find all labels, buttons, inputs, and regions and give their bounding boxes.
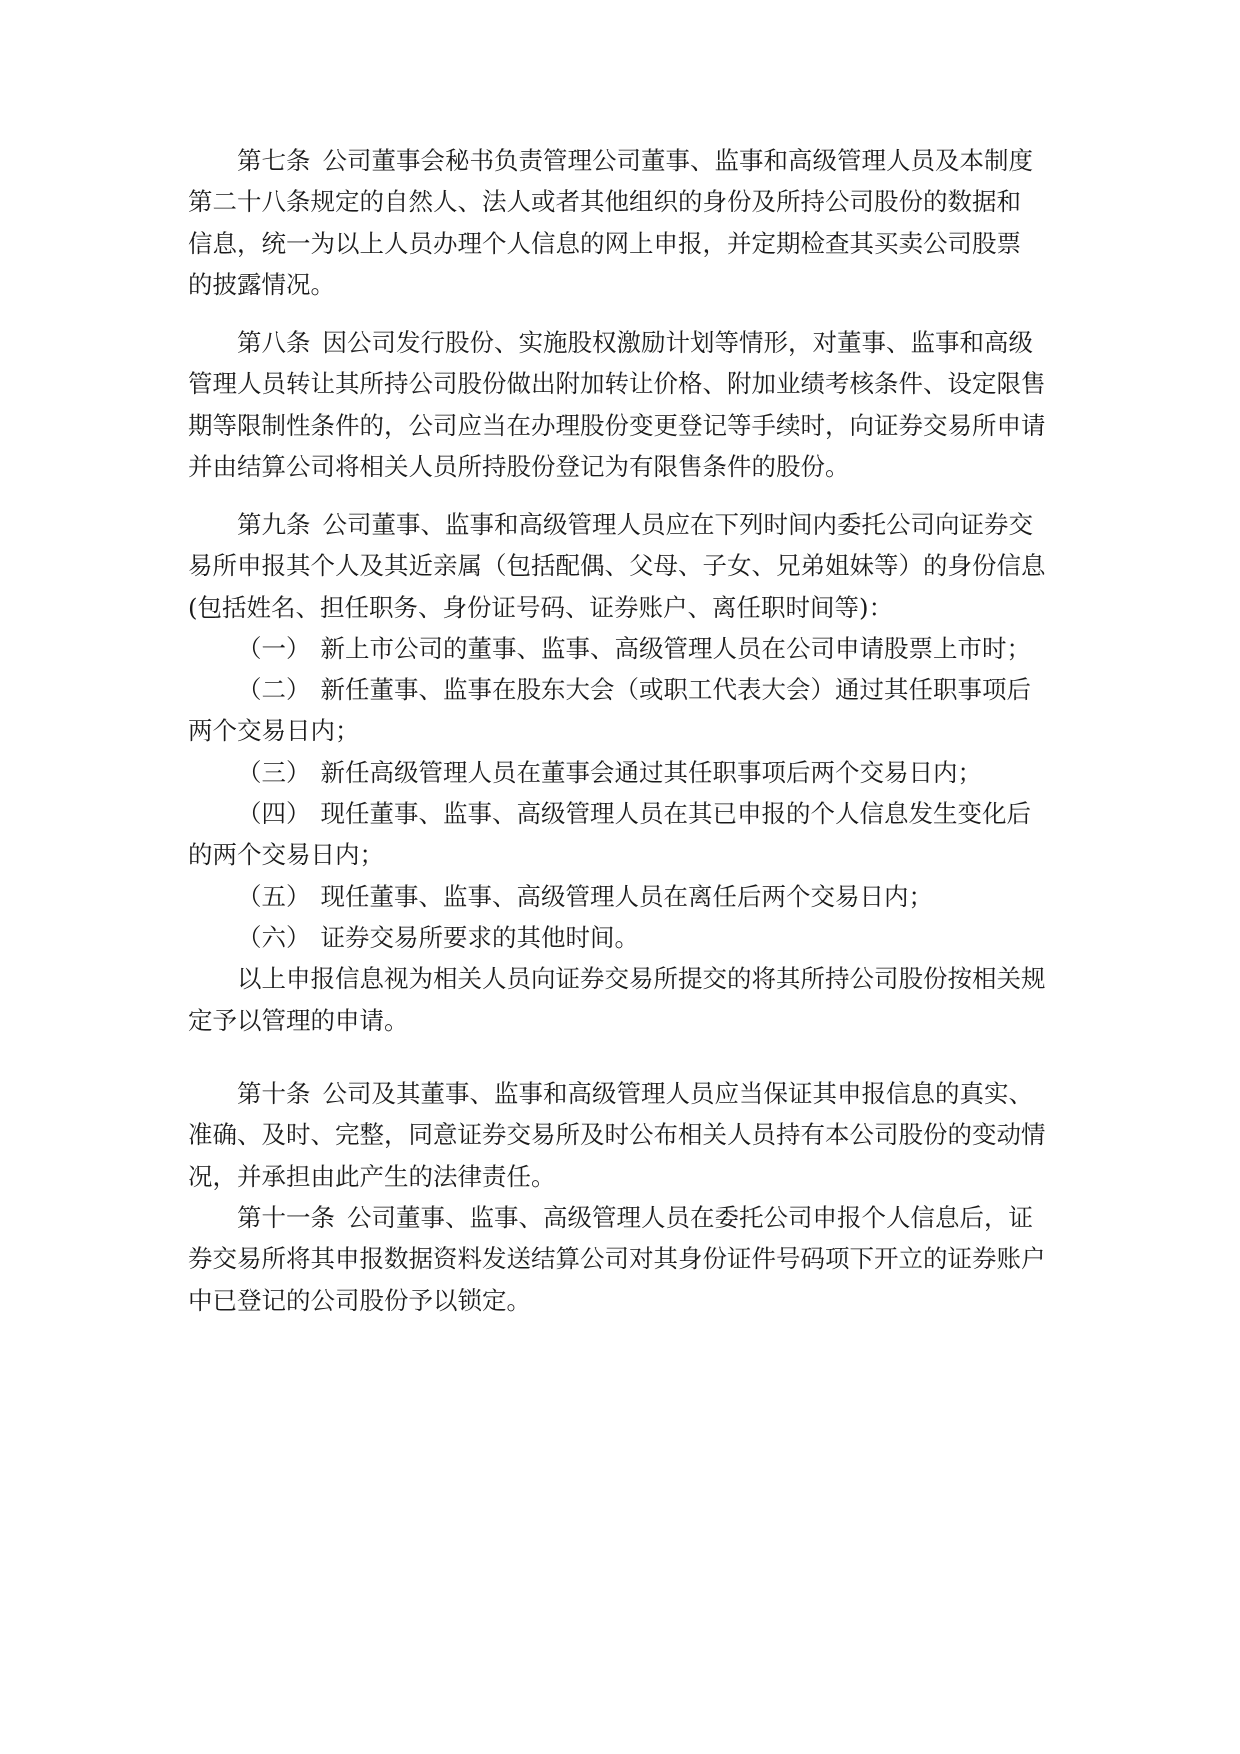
article-10	[188, 1073, 1058, 1197]
article-line: 准确、及时、完整，同意证券交易所及时公布相关人员持有本公司股份的变动情	[188, 1120, 1046, 1150]
article-label: 第七条	[237, 146, 311, 175]
article-8	[188, 322, 1058, 487]
item-label: （一）	[237, 633, 311, 663]
list-item-continuation: 的两个交易日内；	[188, 840, 384, 870]
item-label: （六）	[237, 922, 311, 952]
list-item: （六） 证券交易所要求的其他时间。	[237, 922, 639, 952]
article-line: 第十一条 公司董事、监事、高级管理人员在委托公司申报个人信息后，证	[237, 1203, 1033, 1232]
list-item: （一） 新上市公司的董事、监事、高级管理人员在公司申请股票上市时；	[237, 633, 1031, 663]
article-line: 第二十八条规定的自然人、法人或者其他组织的身份及所持公司股份的数据和	[188, 187, 1021, 217]
article-line: 易所申报其个人及其近亲属（包括配偶、父母、子女、兄弟姐妹等）的身份信息	[188, 551, 1046, 581]
article-line: 并由结算公司将相关人员所持股份登记为有限售条件的股份。	[188, 451, 850, 481]
article-11	[188, 1197, 1058, 1321]
article-line: 第八条 因公司发行股份、实施股权激励计划等情形，对董事、监事和高级	[237, 328, 1033, 357]
article-7	[188, 140, 1058, 305]
list-item: （四） 现任董事、监事、高级管理人员在其已申报的个人信息发生变化后	[237, 799, 1031, 829]
item-label: （四）	[237, 799, 311, 829]
article-line: 中已登记的公司股份予以锁定。	[188, 1285, 531, 1315]
article-line: 期等限制性条件的，公司应当在办理股份变更登记等手续时，向证券交易所申请	[188, 410, 1046, 440]
article-label: 第十一条	[237, 1203, 335, 1232]
article-label: 第八条	[237, 328, 311, 357]
item-label: （三）	[237, 757, 311, 787]
article-label: 第十条	[237, 1079, 311, 1108]
article-line: 管理人员转让其所持公司股份做出附加转让价格、附加业绩考核条件、设定限售	[188, 369, 1046, 399]
item-label: （二）	[237, 675, 311, 705]
list-item: （二） 新任董事、监事在股东大会（或职工代表大会）通过其任职事项后	[237, 675, 1031, 705]
article-9	[188, 504, 1058, 1041]
closing-line: 以上申报信息视为相关人员向证券交易所提交的将其所持公司股份按相关规	[237, 964, 1046, 994]
list-item-continuation: 两个交易日内；	[188, 716, 360, 746]
article-line: 信息，统一为以上人员办理个人信息的网上申报，并定期检查其买卖公司股票	[188, 228, 1021, 258]
article-line: 第九条 公司董事、监事和高级管理人员应在下列时间内委托公司向证券交	[237, 510, 1033, 539]
article-line: 的披露情况。	[188, 269, 335, 299]
list-item: （三） 新任高级管理人员在董事会通过其任职事项后两个交易日内；	[237, 757, 982, 787]
list-item: （五） 现任董事、监事、高级管理人员在离任后两个交易日内；	[237, 881, 933, 911]
article-label: 第九条	[237, 510, 311, 539]
article-line: 第七条 公司董事会秘书负责管理公司董事、监事和高级管理人员及本制度	[237, 146, 1033, 175]
article-line: (包括姓名、担任职务、身份证号码、证券账户、离任职时间等)：	[188, 592, 894, 622]
article-line: 况，并承担由此产生的法律责任。	[188, 1161, 556, 1191]
article-line: 券交易所将其申报数据资料发送结算公司对其身份证件号码项下开立的证券账户	[188, 1244, 1046, 1274]
closing-line: 定予以管理的申请。	[188, 1005, 409, 1035]
article-line: 第十条 公司及其董事、监事和高级管理人员应当保证其申报信息的真实、	[237, 1079, 1033, 1108]
item-label: （五）	[237, 881, 311, 911]
